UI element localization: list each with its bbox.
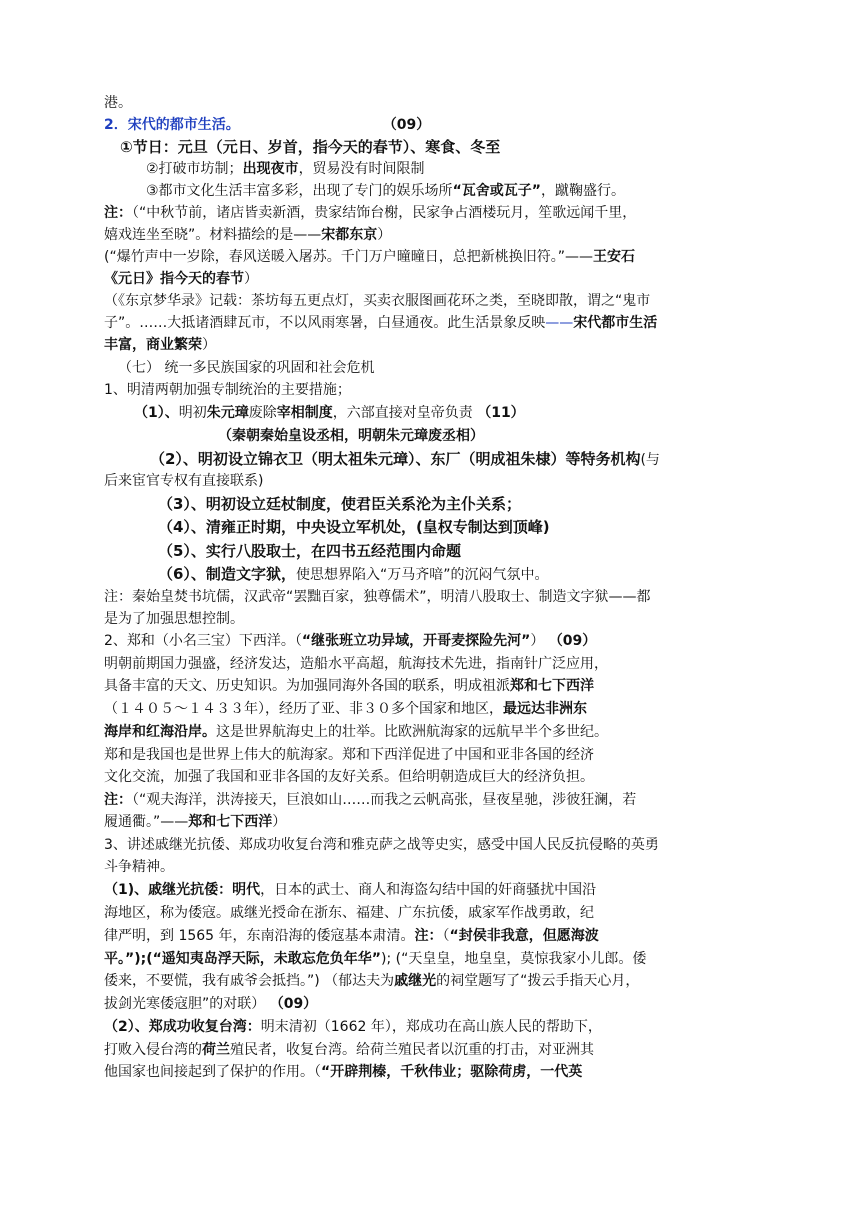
text-line [104, 204, 636, 222]
text-line [158, 518, 550, 537]
text-segment: （1)、 [104, 882, 149, 898]
text-line [158, 542, 461, 561]
text-segment: 海岸和红海沿岸。 [104, 724, 216, 740]
text-segment: 3、讲述戚继光抗倭、郑成功收复台湾和雅克萨之战等史实，感受中国人民反抗侵略的英勇 [104, 837, 659, 853]
text-segment: ） [244, 271, 258, 287]
text-line [104, 768, 594, 786]
text-segment: （“中秋节前，诸店皆卖新酒，贵家结饰台榭，民家争占酒楼玩月，笙歌远闻千里， [132, 205, 637, 221]
text-segment: （09） [548, 633, 597, 649]
text-segment: 最远达非洲东 [503, 701, 587, 717]
text-segment: ，贸易没有时间限制 [298, 161, 425, 177]
text-line [150, 450, 660, 469]
text-line [104, 881, 596, 899]
text-line [104, 677, 594, 695]
text-segment: 废除 [248, 405, 277, 421]
text-segment: （11） [477, 405, 525, 421]
text-segment: （4）、清雍正时期，中央设立军机处，(皇权专制达到顶峰) [158, 518, 550, 536]
text-line [158, 495, 521, 514]
text-line [104, 1063, 582, 1081]
text-line [120, 138, 500, 157]
text-segment: 注：秦始皇焚书坑儒，汉武帝“罢黜百家，独尊儒术”，明清八股取士、制造文字狱——都 [104, 589, 651, 605]
text-line [104, 655, 608, 673]
text-segment: 明朝前期国力强盛，经济发达，造船水平高超，航海技术先进，指南针广泛应用， [104, 656, 608, 672]
text-line [104, 813, 286, 831]
text-segment: 嬉戏连坐至晓”。材料描绘的是—— [104, 227, 322, 243]
text-segment: （09） [269, 996, 318, 1012]
text-segment: 殖民者，收复台湾。给荷兰殖民者以沉重的打击，对亚洲其 [230, 1042, 594, 1058]
text-line [104, 746, 594, 764]
text-line [104, 116, 430, 134]
text-segment: 郑和七下西洋 [188, 814, 273, 830]
text-line [158, 565, 548, 584]
text-line [104, 1018, 602, 1036]
text-segment: 宋都东京 [321, 227, 378, 243]
text-line [104, 226, 391, 244]
text-segment: 子”。……大抵诸酒肆瓦市，不以风雨寒暑，白昼通夜。此生活景象反映 [104, 315, 546, 331]
text-line [118, 359, 374, 377]
text-segment: 明末清初（1662 年），郑成功在高山族人民的帮助下， [260, 1019, 602, 1035]
text-segment: (与 [640, 452, 660, 468]
text-line [104, 632, 596, 650]
text-line [104, 972, 639, 990]
text-segment: 平。”);(“遥知夷岛浮天际，未敢忘危负年华” [104, 951, 381, 967]
text-segment: (“爆竹声中一岁除，春风送暖入屠苏。千门万户曈曈日，总把新桃换旧符。”—— [104, 249, 593, 265]
text-segment: ③都市文化生活丰富多彩，出现了专门的娱乐场所 [146, 183, 453, 199]
text-segment: 后来宦官专权有直接联系) [104, 473, 264, 489]
text-line [104, 836, 659, 854]
text-segment: ②打破市坊制； [146, 161, 243, 177]
text-segment: 注： [414, 928, 443, 944]
text-segment: 注： [104, 792, 132, 808]
text-segment: 拔剑光寒倭寇胆”的对联） [104, 996, 270, 1012]
text-line [104, 588, 651, 606]
text-line [134, 404, 525, 422]
text-segment: 这是世界航海史上的壮举。比欧洲航海家的远航早半个多世纪。 [216, 724, 608, 740]
text-segment: 是为了加强思想控制。 [104, 611, 244, 627]
text-segment: （秦朝秦始皇设丞相，明朝朱元璋废丞相） [218, 428, 484, 444]
text-segment: （2）、明初设立锦衣卫（明太祖朱元璋）、东厂（明成祖朱棣）等特务机构 [150, 450, 641, 468]
text-segment: 使思想界陷入“万马齐喑”的沉闷气氛中。 [295, 567, 549, 583]
text-segment: 具备丰富的天文、历史知识。为加强同海外各国的联系，明成祖派 [104, 678, 510, 694]
text-segment: （1）、 [134, 405, 179, 421]
text-segment: ，六部直接对皇帝负责 [332, 405, 478, 421]
text-line [104, 1041, 594, 1059]
text-segment: 戚继光抗倭：明代 [148, 882, 261, 898]
text-segment: （《东京梦华录》记载：茶坊每五更点灯，买卖衣服图画花环之类，至晓即散，谓之“鬼市 [104, 293, 651, 309]
text-segment: 宋代都市生活 [573, 315, 658, 331]
text-segment: 注： [104, 205, 132, 221]
text-segment: （2）、郑成功收复台湾： [104, 1019, 261, 1035]
text-segment: ，蹴鞠盛行。 [540, 183, 625, 199]
text-line [146, 160, 425, 178]
text-segment: ） [530, 633, 549, 649]
text-segment: 文化交流，加强了我国和亚非各国的友好关系。但给明朝造成巨大的经济负担。 [104, 769, 594, 785]
text-line [104, 314, 657, 332]
text-line [104, 336, 216, 354]
text-segment: “封侯非我意，但愿海波 [449, 928, 599, 944]
text-line [104, 723, 608, 741]
text-line [104, 381, 351, 399]
text-segment: 的祠堂题写了“拨云手指天心月， [436, 973, 640, 989]
text-segment: 2、郑和（小名三宝）下西洋。（ [104, 633, 302, 649]
text-line [146, 182, 625, 200]
text-line [104, 791, 636, 809]
text-segment: 郑和是我国也是世界上伟大的航海家。郑和下西洋促进了中国和亚非各国的经济 [104, 747, 594, 763]
text-segment: （ [442, 928, 450, 944]
text-segment: 履通衢。”—— [104, 814, 189, 830]
text-segment: 戚继光 [394, 973, 437, 989]
text-segment: （09） [389, 117, 431, 133]
text-line [104, 292, 650, 310]
text-segment: （5）、实行八股取士，在四书五经范围内命题 [158, 542, 461, 560]
text-line [104, 610, 244, 628]
text-segment: 郑和七下西洋 [510, 678, 594, 694]
text-segment: 他国家也间接起到了保护的作用。（ [104, 1064, 321, 1080]
text-segment: 斗争精神。 [104, 859, 174, 875]
text-segment: ） [202, 337, 216, 353]
text-line [104, 950, 646, 968]
text-line [104, 995, 317, 1013]
text-segment: 宰相制度 [276, 405, 333, 421]
text-line [104, 700, 587, 718]
text-line [218, 427, 484, 445]
text-line [104, 904, 594, 922]
text-segment: 荷兰 [202, 1042, 230, 1058]
text-segment: 明初 [178, 405, 207, 421]
text-segment: （6）、制造文字狱， [158, 565, 296, 583]
text-segment: 《元日》指今天的春节 [104, 271, 244, 287]
text-segment: “瓦舍或瓦子” [452, 183, 541, 199]
text-segment: ①节日：元旦（元日、岁首，指今天的春节）、寒食、冬至 [120, 138, 501, 156]
text-segment: 海地区，称为倭寇。戚继光授命在浙东、福建、广东抗倭，戚家军作战勇敢，纪 [104, 905, 594, 921]
text-segment: 1、明清两朝加强专制统治的主要措施； [104, 382, 351, 398]
text-segment: 倭来，不要慌，我有戚爷会抵挡。”) （郁达夫为 [104, 973, 395, 989]
text-segment: ） [272, 814, 287, 830]
text-segment: “开辟荆榛，千秋伟业；驱除荷虏，一代英 [321, 1064, 583, 1080]
text-line [104, 472, 263, 490]
text-line [104, 270, 258, 288]
text-segment: 王安石 [592, 249, 635, 265]
text-segment: ） [377, 227, 392, 243]
text-segment: 港。 [104, 95, 132, 111]
text-segment: 打败入侵台湾的 [104, 1042, 202, 1058]
text-segment: （3）、明初设立廷杖制度，使君臣关系沦为主仆关系； [158, 495, 521, 513]
text-segment: （七） 统一多民族国家的巩固和社会危机 [118, 360, 375, 376]
text-line [104, 858, 174, 876]
text-segment: —— [545, 315, 574, 331]
text-segment: 朱元璋 [206, 405, 249, 421]
text-segment: （１４０５～１４３３年），经历了亚、非３０多个国家和地区， [104, 701, 503, 717]
text-segment: （“观夫海洋，洪涛接天，巨浪如山……而我之云帆高张，昼夜星驰，涉彼狂澜，若 [132, 792, 637, 808]
text-segment: 丰富，商业繁荣 [104, 337, 202, 353]
text-line [104, 94, 132, 112]
text-line [104, 927, 599, 945]
text-segment: 出现夜市 [242, 161, 299, 177]
text-segment: 律严明，到 1565 年，东南沿海的倭寇基本肃清。 [104, 928, 415, 944]
text-segment: 2．宋代的都市生活。 [104, 117, 240, 133]
text-segment: ); (“天皇皇，地皇皇，莫惊我家小儿郎。倭 [381, 951, 647, 967]
text-segment: “继张班立功异域，开哥麦探险先河” [301, 633, 531, 649]
text-segment: ，日本的武士、商人和海盗勾结中国的奸商骚扰中国沿 [260, 882, 597, 898]
text-line [104, 248, 635, 266]
